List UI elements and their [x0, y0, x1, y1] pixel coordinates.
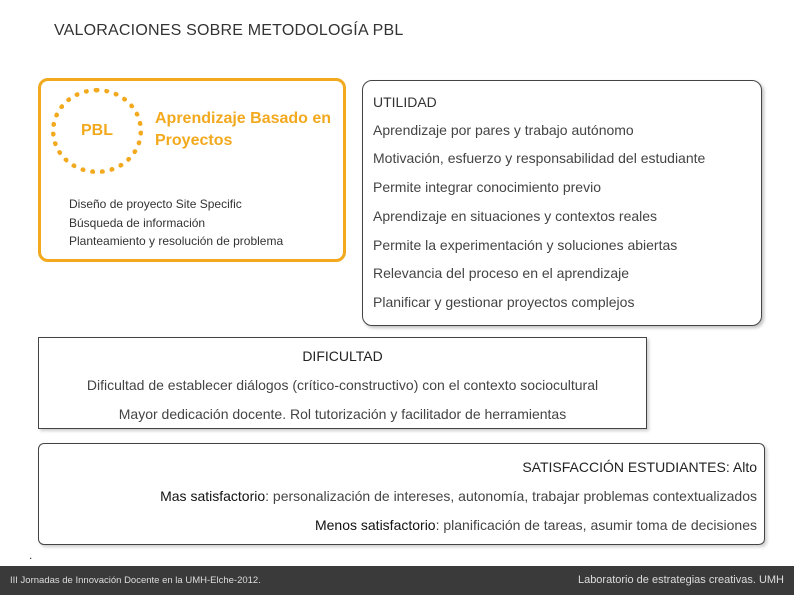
pbl-full-name: Aprendizaje Basado en Proyectos [155, 110, 332, 149]
footer-left-text: III Jornadas de Innovación Docente en la UMH-Elche-2012. [10, 575, 261, 586]
dificultad-item: Mayor dedicación docente. Rol tutorización y facilitador de herramientas [118, 406, 567, 422]
satisfaccion-menos-text: : planificación de tareas, asumir toma de decisiones [435, 517, 757, 533]
dificultad-title: DIFICULTAD [302, 348, 383, 364]
dificultad-item: Dificultad de establecer diálogos (crítico-constructivo) con el contexto sociocultural [86, 377, 599, 393]
satisfaccion-menos-label: Menos satisfactorio [314, 517, 436, 533]
satisfaccion-menos-line [315, 517, 757, 533]
stray-bullet: . [29, 548, 33, 562]
utilidad-title: UTILIDAD [373, 94, 437, 110]
satisfaccion-title: SATISFACCIÓN ESTUDIANTES: Alto [522, 459, 757, 475]
utilidad-item: Relevancia del proceso en el aprendizaje [373, 265, 630, 281]
satisfaccion-mas-label: Mas satisfactorio [160, 488, 266, 504]
page-title: VALORACIONES SOBRE METODOLOGÍA PBL [54, 22, 404, 39]
pbl-badge-label: PBL [81, 122, 113, 139]
utilidad-item: Planificar y gestionar proyectos complejos [373, 294, 635, 310]
satisfaccion-mas-line [160, 488, 757, 504]
satisfaccion-mas-text: : personalización de intereses, autonomía, trabajar problemas contextualizados [265, 488, 757, 504]
pbl-item-list [69, 195, 339, 251]
utilidad-item: Aprendizaje por pares y trabajo autónomo [373, 122, 634, 138]
utilidad-item: Motivación, esfuerzo y responsabilidad del estudiante [373, 150, 706, 166]
pbl-item: Diseño de proyecto Site Specific [69, 197, 242, 211]
utilidad-item: Aprendizaje en situaciones y contextos reales [373, 208, 658, 224]
pbl-item: Planteamiento y resolución de problema [69, 234, 284, 248]
utilidad-item: Permite integrar conocimiento previo [373, 179, 601, 195]
footer-right-text: Laboratorio de estrategias creativas. UMH [577, 574, 784, 586]
utilidad-panel [362, 80, 762, 326]
pbl-item: Búsqueda de información [69, 215, 206, 230]
utilidad-item: Permite la experimentación y soluciones abiertas [373, 237, 678, 253]
